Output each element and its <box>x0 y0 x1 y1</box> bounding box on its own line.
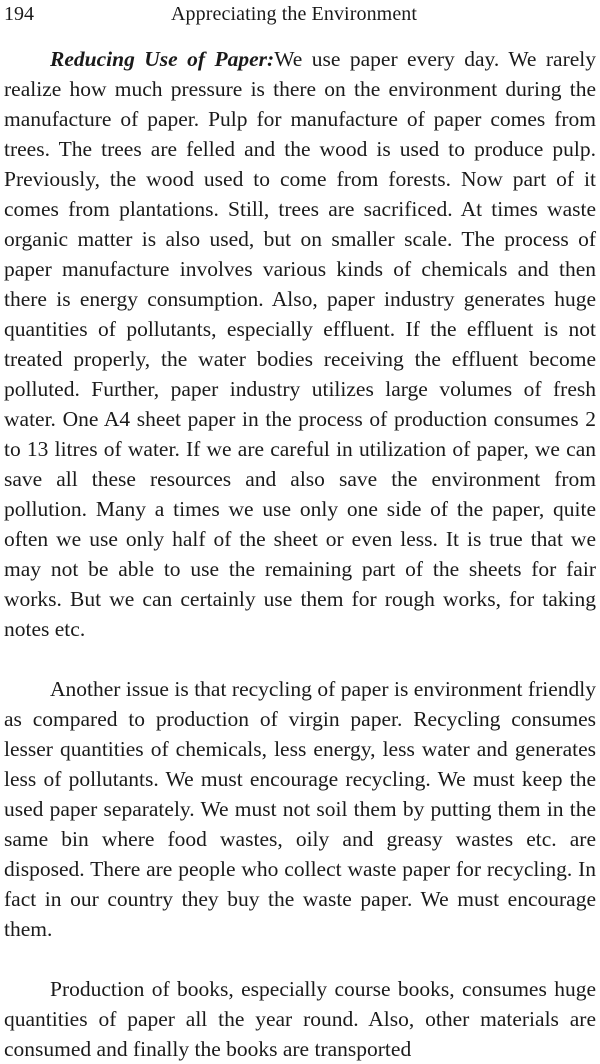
section-lead-in: Reducing Use of Paper: <box>50 47 275 71</box>
paragraph <box>4 974 596 1064</box>
page-number: 194 <box>4 3 34 25</box>
paragraph <box>4 674 596 944</box>
paragraph-text: Another issue is that recycling of paper is environment friendly as compared to production of virgin paper. Recycling consumes lesser quantities of chemicals, less energy, less water and generates less of pollutants. We must encourage recycling. We must keep the used paper separately. We must not soil them by putting them in the same bin where food wastes, oily and greasy wastes etc. are disposed. There are people who collect waste paper for recycling. In fact in our country they buy the waste paper. We must encourage them. <box>4 677 596 941</box>
running-head: Appreciating the Environment <box>171 3 418 25</box>
paragraph-text: We use paper every day. We rarely realize how much pressure is there on the environment during the manufacture of paper. Pulp for manufacture of paper comes from trees. The trees are felled and the wood is used to produce pulp. Previously, the wood used to come from forests. Now part of it comes from plantations. Still, trees are sacrificed. At times waste organic matter is also used, but on smaller scale. The process of paper manufacture involves various kinds of chemicals and then there is energy consumption. Also, paper industry generates huge quantities of pollutants, especially effluent. If the effluent is not treated properly, the water bodies receiving the effluent become polluted. Further, paper industry utilizes large volumes of fresh water. One A4 sheet paper in the process of production consumes 2 to 13 litres of water. If we are careful in utilization of paper, we can save all these resources and also save the environment from pollution. Many a times we use only one side of the paper, quite often we use only half of the sheet or even less. It is true that we may not be able to use the remaining part of the sheets for fair works. But we can certainly use them for rough works, for taking notes etc. <box>4 47 596 641</box>
paragraph <box>4 44 596 644</box>
paragraph-text: Production of books, especially course books, consumes huge quantities of paper all the year round. Also, other materials are consumed and finally the books are transported <box>4 977 596 1061</box>
body-text <box>4 44 596 1064</box>
page-header <box>4 2 590 28</box>
